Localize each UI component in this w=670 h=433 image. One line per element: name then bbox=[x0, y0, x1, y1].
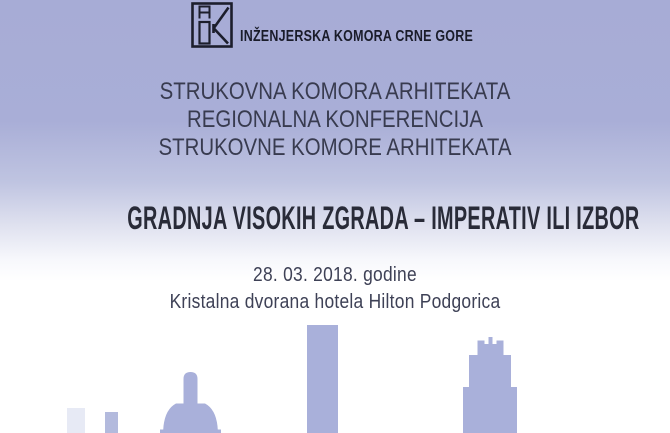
subtitle-block bbox=[0, 78, 670, 162]
subtitle-line-1: STRUKOVNA KOMORA ARHITEKATA bbox=[159, 78, 511, 105]
city-skyline bbox=[0, 313, 670, 433]
tall-tower-silhouette bbox=[307, 325, 338, 433]
small-building-silhouette bbox=[105, 412, 118, 433]
event-date: 28. 03. 2018. godine bbox=[253, 264, 417, 286]
subtitle-line-2: REGIONALNA KONFERENCIJA bbox=[187, 106, 483, 133]
distant-building-silhouette bbox=[67, 408, 85, 433]
conference-title: GRADNJA VISOKIH ZGRADA – IMPERATIV ILI IZBOR bbox=[127, 200, 640, 236]
subtitle-line-3: STRUKOVNE KOMORE ARHITEKATA bbox=[158, 134, 512, 161]
organization-name: INŽENJERSKA KOMORA CRNE GORE bbox=[240, 28, 474, 45]
stepped-skyscraper-silhouette bbox=[463, 337, 517, 433]
ikcg-logo-icon bbox=[191, 2, 233, 48]
dome-tower-silhouette bbox=[160, 372, 221, 433]
event-info bbox=[0, 262, 670, 316]
event-venue: Kristalna dvorana hotela Hilton Podgorica bbox=[169, 291, 501, 313]
